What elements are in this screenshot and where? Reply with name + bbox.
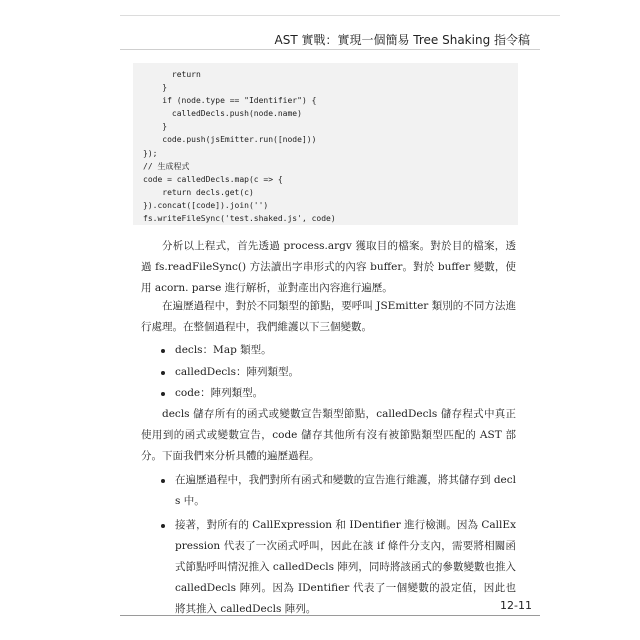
chapter-header-title: AST 實戰：實現一個簡易 Tree Shaking 指令稿 <box>274 33 530 47</box>
top-divider <box>120 15 560 16</box>
header-divider <box>120 49 540 50</box>
list-item <box>160 470 516 512</box>
list-item <box>160 383 516 405</box>
code-line: } <box>143 83 168 93</box>
footer-divider <box>120 615 540 616</box>
code-line: fs.writeFileSync('test.shaked.js', code) <box>143 214 336 224</box>
list-item-text: calledDecls：陣列類型。 <box>175 365 300 378</box>
bullet-icon <box>161 371 165 375</box>
code-listing <box>143 68 336 225</box>
page-number: 12-11 <box>500 599 532 612</box>
list-item-text: 在遍歷過程中，我們對所有函式和變數的宣告進行維護，將其儲存到 decls 中。 <box>175 474 516 507</box>
paragraph-traversal-analysis: 下面我們來分析具體的遍歷過程。 <box>162 450 320 462</box>
code-line: }); <box>143 148 158 158</box>
code-line: return <box>143 70 201 79</box>
code-line: code.push(jsEmitter.run([node])) <box>143 135 317 145</box>
code-line: return decls.get(c) <box>143 187 254 197</box>
process-step-list <box>160 470 516 623</box>
list-item <box>160 340 516 362</box>
variable-list <box>160 340 516 405</box>
paragraph-process-argv: 分析以上程式，首先透過 process.argv 獲取目的檔案。對於目的檔案，透過 fs.readFileSync() 方法讀出字串形式的內容 buffer。對於 buffer 變數，使用 acorn. parse 進行解析，並對產出內容進行遍歷。 <box>141 240 516 294</box>
bullet-icon <box>161 392 165 396</box>
bullet-icon <box>161 479 165 483</box>
code-line: } <box>143 122 168 132</box>
list-item-text: decls：Map 類型。 <box>175 344 272 356</box>
list-item-text: code：陣列類型。 <box>175 387 264 399</box>
paragraph-traversal-intro: 在遍歷過程中，對於不同類型的節點，要呼叫 JSEmitter 類別的不同方法進行處理。在整個過程中，我們維護以下三個變數。 <box>141 300 516 333</box>
list-item <box>160 515 516 620</box>
code-line: // 生成程式 <box>143 161 190 171</box>
code-line: }).concat([code]).join('') <box>143 200 269 210</box>
code-line: if (node.type == "Identifier") { <box>143 96 317 106</box>
code-line: calledDecls.push(node.name) <box>143 109 302 119</box>
list-item-text: 接著，對所有的 CallExpression 和 IDentifier 進行檢測。因為 CallExpression 代表了一次函式呼叫，因此在該 if 條件分支內，需要將相關函式節點呼叫情況推入 calledDecls 陣列，同時將該函式的參數變數也推入 calledDecls 陣列。因為 IDentifier 代表了一個變數的設定值，因此也將其推入 calledDecls 陣列。 <box>175 519 516 615</box>
paragraph-variables-explained: decls 儲存所有的函式或變數宣告類型節點，calledDecls 儲存程式中真正使用到的函式或變數宣告，code 儲存其他所有沒有被節點類型匹配的 AST 部分。 <box>141 408 516 462</box>
bullet-icon <box>161 349 165 353</box>
code-line: code = calledDecls.map(c => { <box>143 174 283 184</box>
list-item <box>160 362 516 384</box>
bullet-icon <box>161 524 165 528</box>
